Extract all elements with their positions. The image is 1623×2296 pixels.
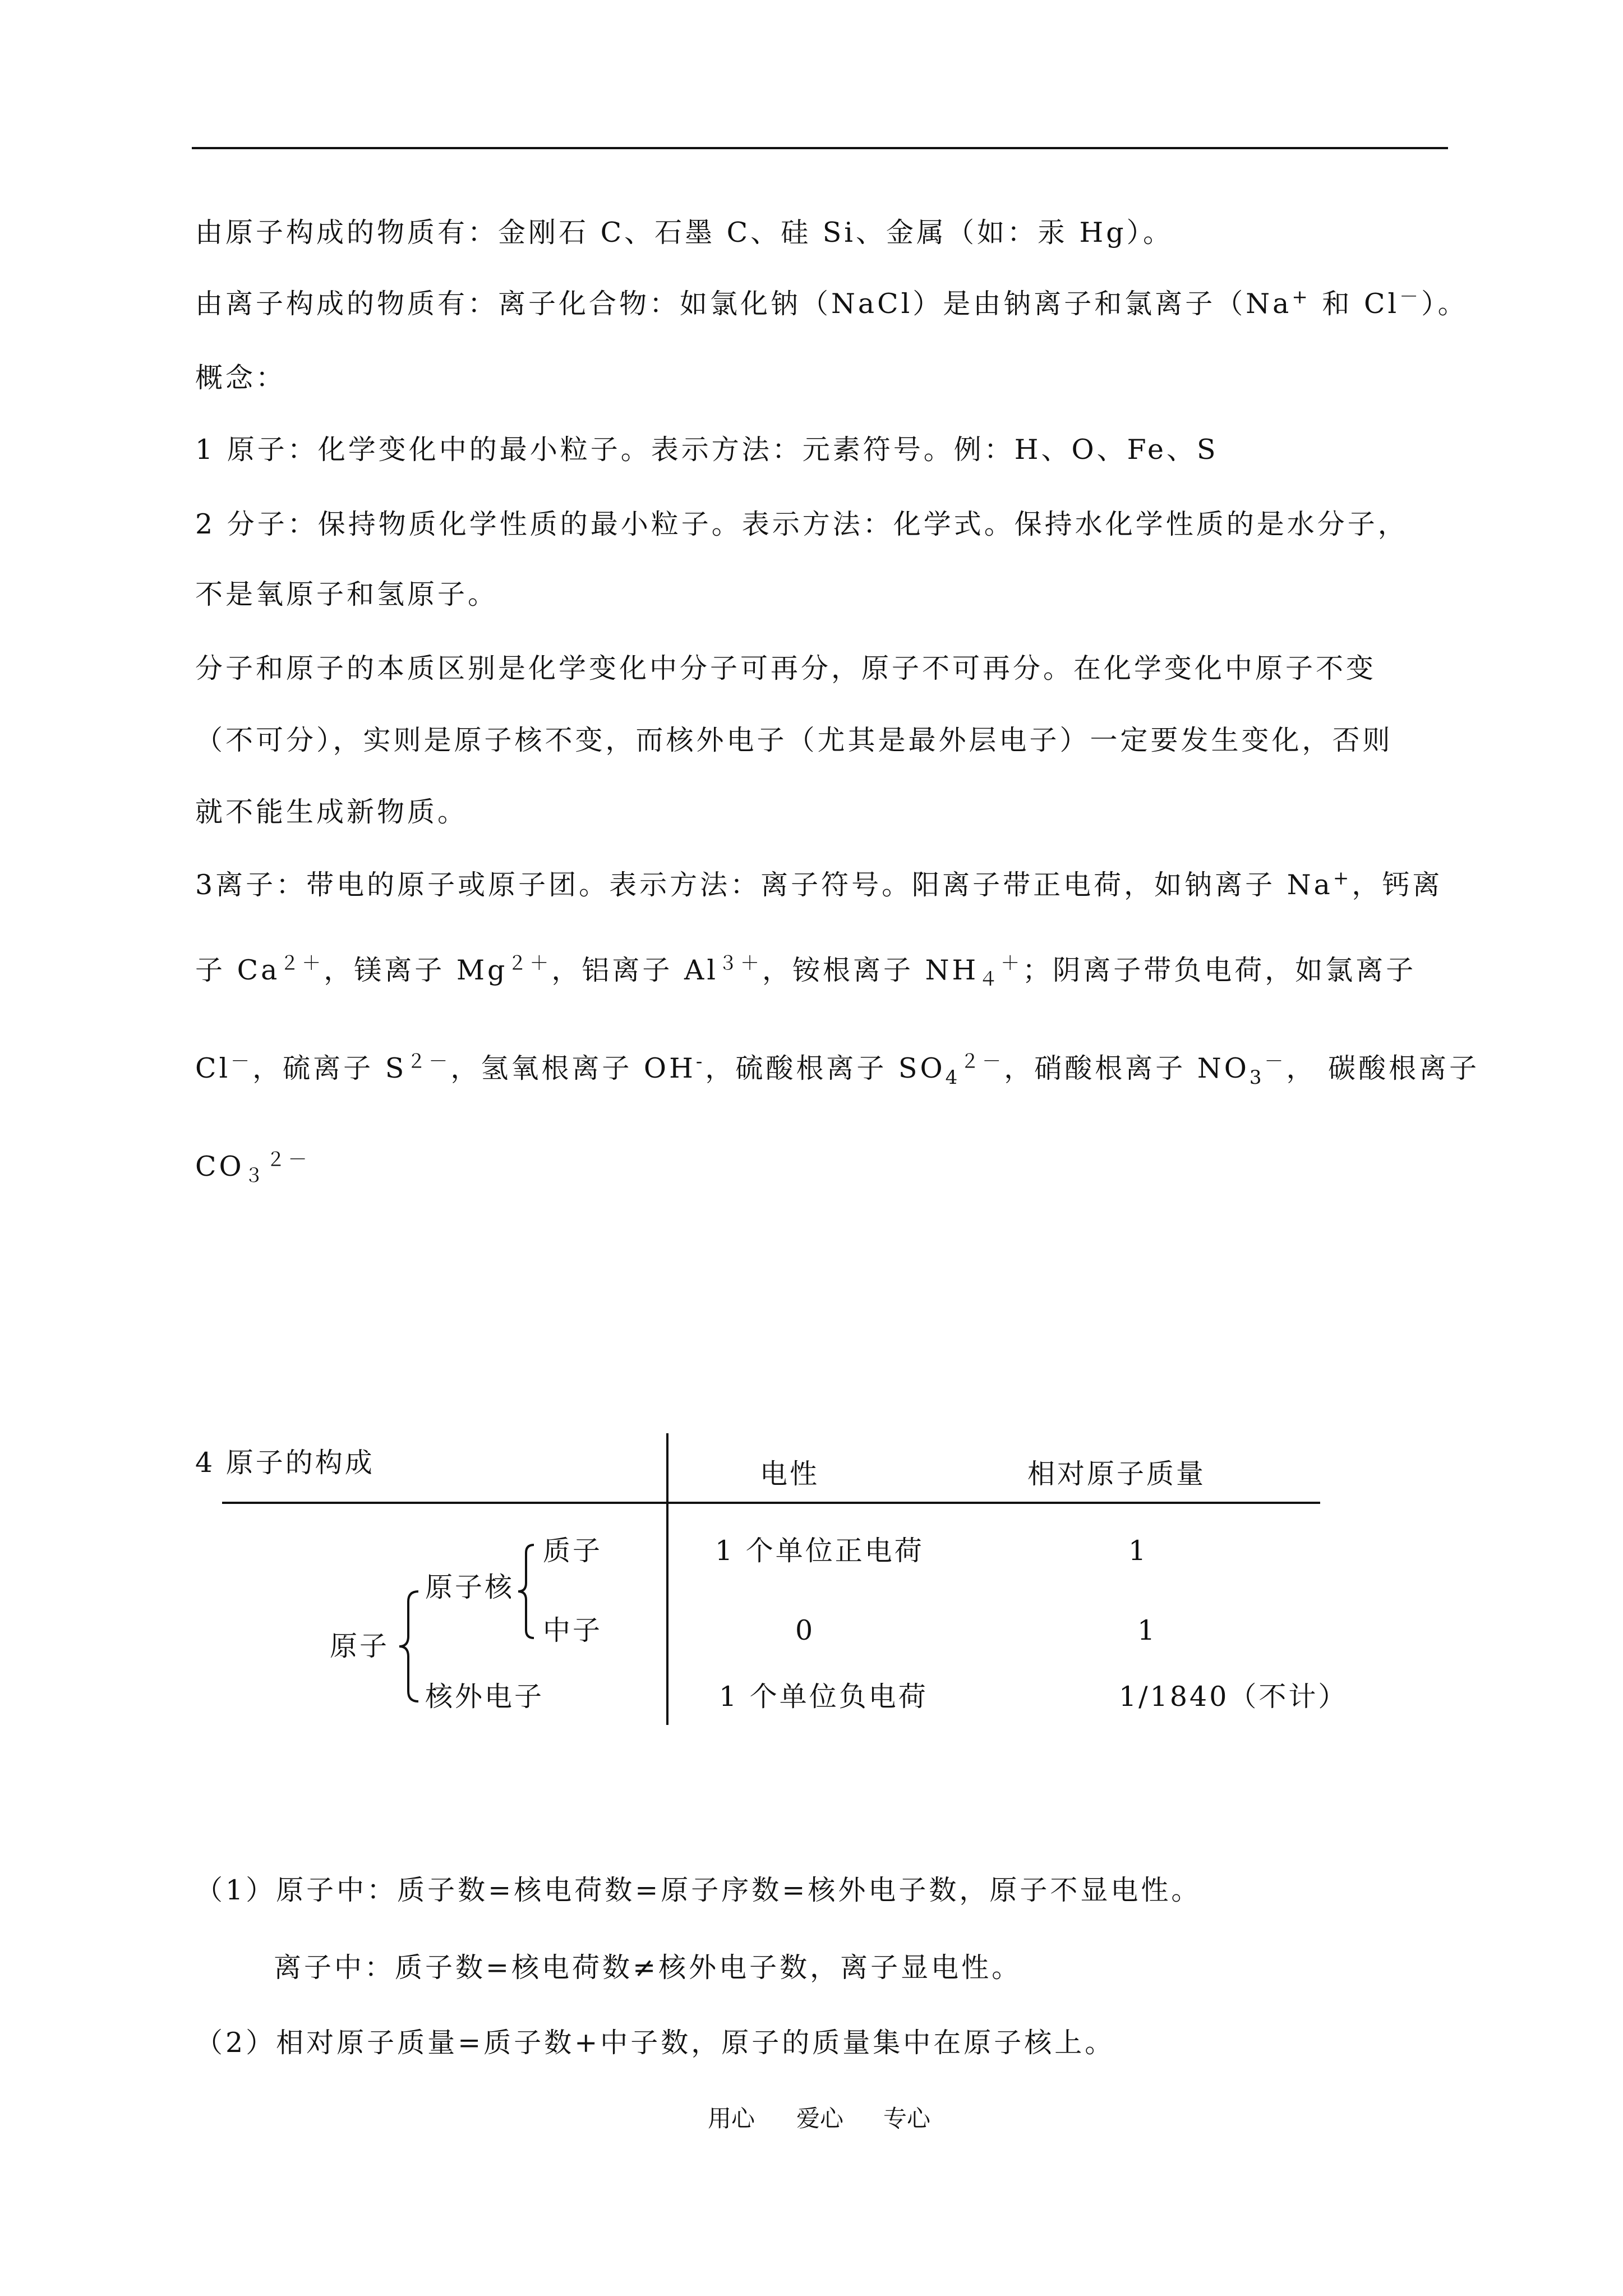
footer-text-1: 用心 bbox=[708, 2105, 755, 2132]
paragraph-difference-2: （不可分），实则是原子核不变，而核外电子（尤其是最外层电子）一定要发生变化，否则 bbox=[195, 724, 1393, 756]
note-1: （1）原子中：质子数=核电荷数=原子序数=核外电子数，原子不显电性。 bbox=[195, 1874, 1202, 1906]
table-title: 4 原子的构成 bbox=[195, 1447, 375, 1479]
paragraph-atom-definition: 1 原子：化学变化中的最小粒子。表示方法：元素符号。例：H、O、Fe、S bbox=[195, 434, 1219, 466]
label-nucleus: 原子核 bbox=[425, 1571, 515, 1603]
neutron-mass: 1 bbox=[1137, 1614, 1158, 1646]
paragraph-ion-definition-2: 子 $Ca^{2+}$，镁离子 $Mg^{2+}$，铝离子 $Al^{3+}$，铵根离子 $NH_4^+$；阴离子带负电荷，如氯离子 bbox=[195, 952, 1417, 991]
paragraph-ion-definition-4: $CO_3^{2-}$ bbox=[195, 1148, 310, 1187]
paragraph-difference-3: 就不能生成新物质。 bbox=[195, 796, 468, 828]
paragraph-difference-1: 分子和原子的本质区别是化学变化中分子可再分，原子不可再分。在化学变化中原子不变 bbox=[195, 652, 1377, 684]
table-vertical-rule bbox=[666, 1433, 668, 1725]
note-2: （2）相对原子质量=质子数+中子数，原子的质量集中在原子核上。 bbox=[195, 2027, 1115, 2059]
electron-charge: 1 个单位负电荷 bbox=[719, 1681, 928, 1713]
footer-text-3: 专心 bbox=[883, 2105, 931, 2132]
proton-mass: 1 bbox=[1128, 1535, 1149, 1567]
paragraph-molecule-definition-cont: 不是氧原子和氢原子。 bbox=[195, 578, 499, 610]
table-header-mass: 相对原子质量 bbox=[1027, 1458, 1206, 1490]
note-1-ion: 离子中：质子数=核电荷数≠核外电子数，离子显电性。 bbox=[274, 1952, 1022, 1984]
neutron-charge: 0 bbox=[795, 1614, 815, 1646]
paragraph-molecule-definition: 2 分子：保持物质化学性质的最小粒子。表示方法：化学式。保持水化学性质的是水分子， bbox=[195, 508, 1408, 540]
header-rule bbox=[192, 147, 1448, 149]
atom-brace-icon bbox=[398, 1590, 421, 1703]
nucleus-brace-icon bbox=[517, 1544, 536, 1639]
footer-text-2: 爱心 bbox=[796, 2105, 844, 2132]
paragraph-ion-definition-1: 3离子：带电的原子或原子团。表示方法：离子符号。阳离子带正电荷，如钠离子 Na+，钙离 bbox=[195, 867, 1443, 901]
label-neutron: 中子 bbox=[543, 1614, 603, 1646]
label-electron: 核外电子 bbox=[425, 1681, 545, 1713]
paragraph-ion-definition-3: Cl－，硫离子 $S^{2-}$，氢氧根离子 OH-，硫酸根离子 $SO_4^{2-}$，硝酸根离子 $NO_3^-$， 碳酸根离子 bbox=[195, 1050, 1480, 1089]
proton-charge: 1 个单位正电荷 bbox=[715, 1535, 924, 1567]
table-header-charge: 电性 bbox=[760, 1458, 820, 1490]
electron-mass: 1/1840（不计） bbox=[1119, 1681, 1348, 1713]
paragraph-atom-substances: 由原子构成的物质有：金刚石 C、石墨 C、硅 Si、金属（如：汞 Hg）。 bbox=[195, 217, 1174, 249]
concepts-heading: 概念： bbox=[195, 362, 287, 394]
table-header-rule bbox=[222, 1502, 1320, 1504]
paragraph-ion-substances: 由离子构成的物质有：离子化合物：如氯化钠（NaCl）是由钠离子和氯离子（Na+ 和 Cl－）。 bbox=[195, 286, 1468, 320]
label-atom: 原子 bbox=[330, 1630, 390, 1662]
label-proton: 质子 bbox=[543, 1535, 603, 1567]
